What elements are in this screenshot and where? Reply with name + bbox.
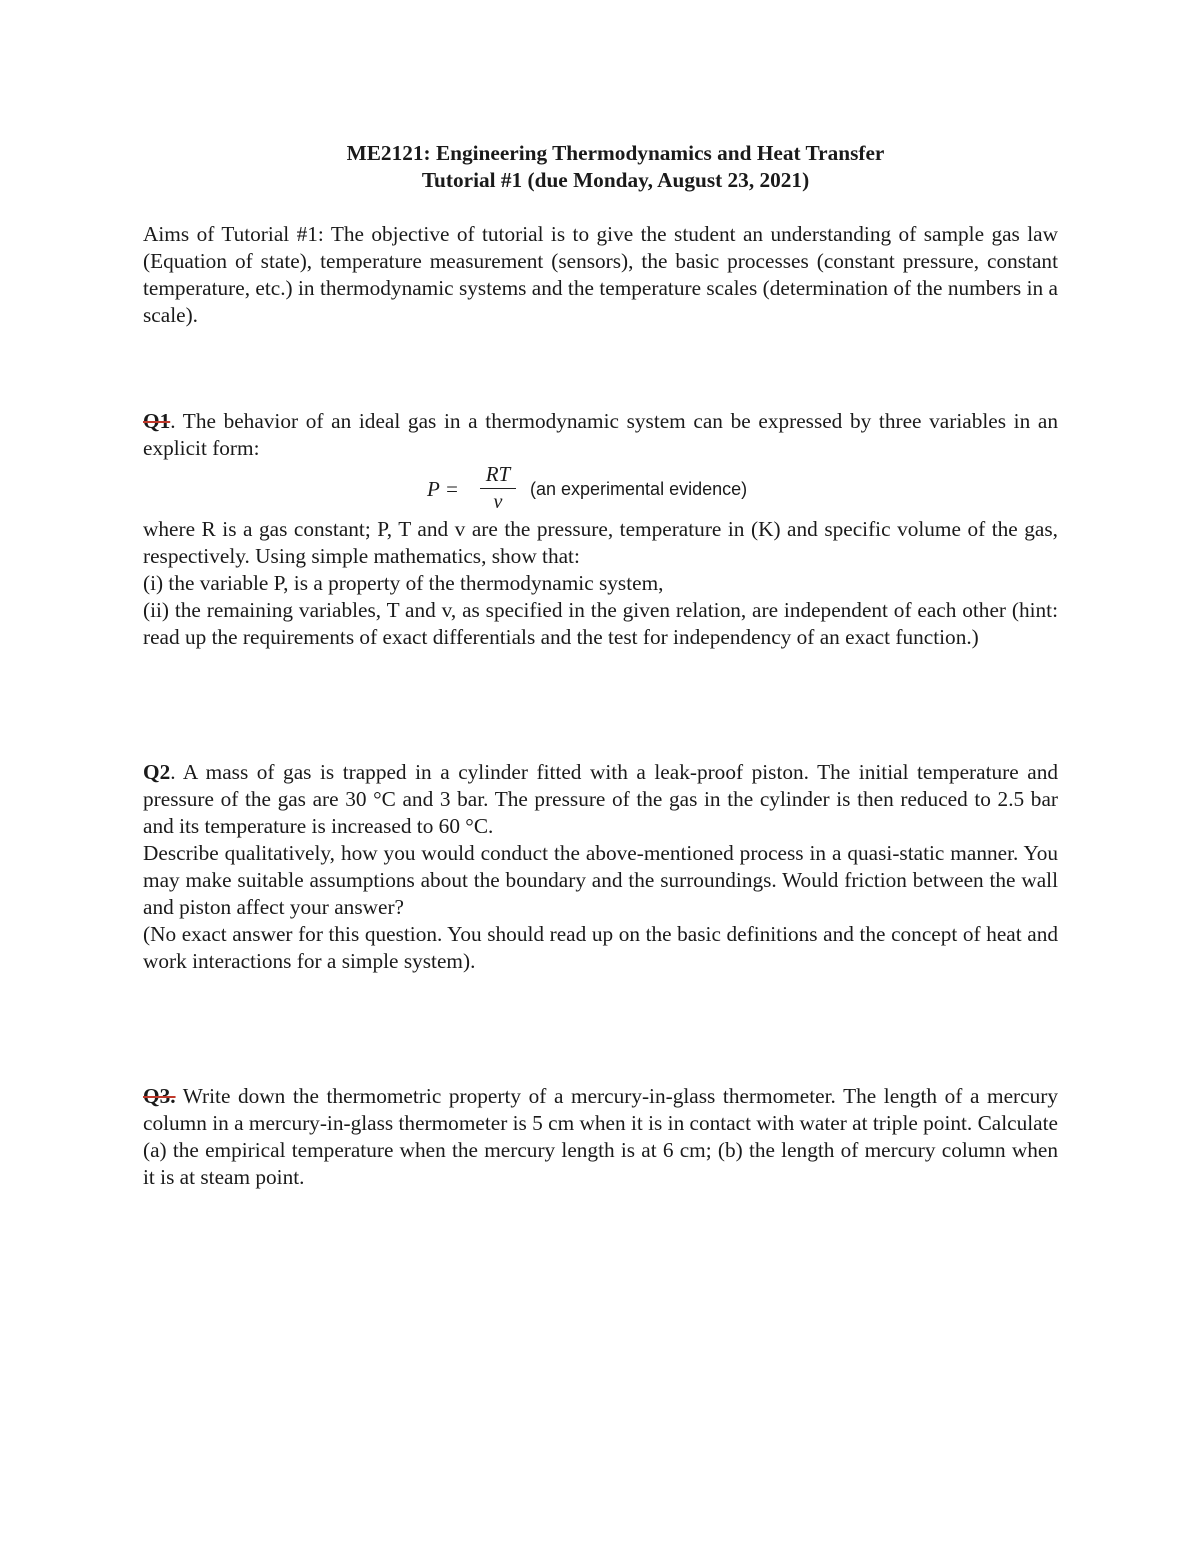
aims-paragraph: Aims of Tutorial #1: The objective of tutorial is to give the student an understanding of sample gas law (Equation of state), temperature measurement (sensors), the basic processes (constant pressure, constant temperature, etc.) in thermodynamic systems and the temperature scales (determination of the numbers in a scale). <box>143 222 1058 327</box>
q2-intro: . A mass of gas is trapped in a cylinder fitted with a leak-proof piston. The initial temperature and pressure of the gas are 30 °C and 3 bar. The pressure of the gas in the cylinder is then reduced to 2.5 bar and its temperature is increased to 60 °C. <box>143 760 1058 838</box>
q2-note: (No exact answer for this question. You should read up on the basic definitions and the concept of heat and work interactions for a simple system). <box>143 922 1058 973</box>
question-3 <box>143 1083 1058 1191</box>
tutorial-title: Tutorial #1 (due Monday, August 23, 2021) <box>421 168 810 192</box>
q2-intro-paragraph <box>143 759 1058 840</box>
q3-text: Write down the thermometric property of a mercury-in-glass thermometer. The length of a mercury column in a mercury-in-glass thermometer is 5 cm when it is in contact with water at triple point. Calculate (a) the empirical temperature when the mercury length is at 6 cm; (b) the length of mercury column when it is at steam point. <box>143 1084 1058 1189</box>
question-2 <box>143 759 1058 975</box>
q1-label: Q1 <box>143 409 171 433</box>
q3-paragraph <box>143 1083 1058 1191</box>
q3-label: Q3. <box>143 1084 176 1108</box>
formula-denominator: v <box>493 491 503 513</box>
formula-numerator: RT <box>480 462 516 489</box>
course-title: ME2121: Engineering Thermodynamics and Heat Transfer <box>346 141 885 165</box>
q2-label: Q2 <box>143 760 171 784</box>
title-block <box>173 140 1058 194</box>
q1-intro: . The behavior of an ideal gas in a thermodynamic system can be expressed by three variables in an explicit form: <box>143 409 1058 460</box>
q1-item-ii: (ii) the remaining variables, T and v, as specified in the given relation, are independent of each other (hint: read up the requirements of exact differentials and the test for independency of an exact function.) <box>143 598 1058 649</box>
ideal-gas-formula <box>143 462 1058 516</box>
formula-fraction <box>480 462 516 515</box>
q2-describe: Describe qualitatively, how you would conduct the above-mentioned process in a quasi-static manner. You may make suitable assumptions about the boundary and the surroundings. Would friction between the wall and piston affect your answer? <box>143 841 1058 919</box>
formula-note: (an experimental evidence) <box>530 479 748 499</box>
q1-intro-paragraph <box>143 408 1058 462</box>
q1-body: where R is a gas constant; P, T and v are the pressure, temperature in (K) and specific volume of the gas, respectively. Using simple mathematics, show that: <box>143 517 1058 568</box>
question-1 <box>143 408 1058 651</box>
document-page <box>143 140 1058 1191</box>
formula-lhs: P = <box>427 477 459 501</box>
q1-item-i: (i) the variable P, is a property of the thermodynamic system, <box>143 571 664 595</box>
